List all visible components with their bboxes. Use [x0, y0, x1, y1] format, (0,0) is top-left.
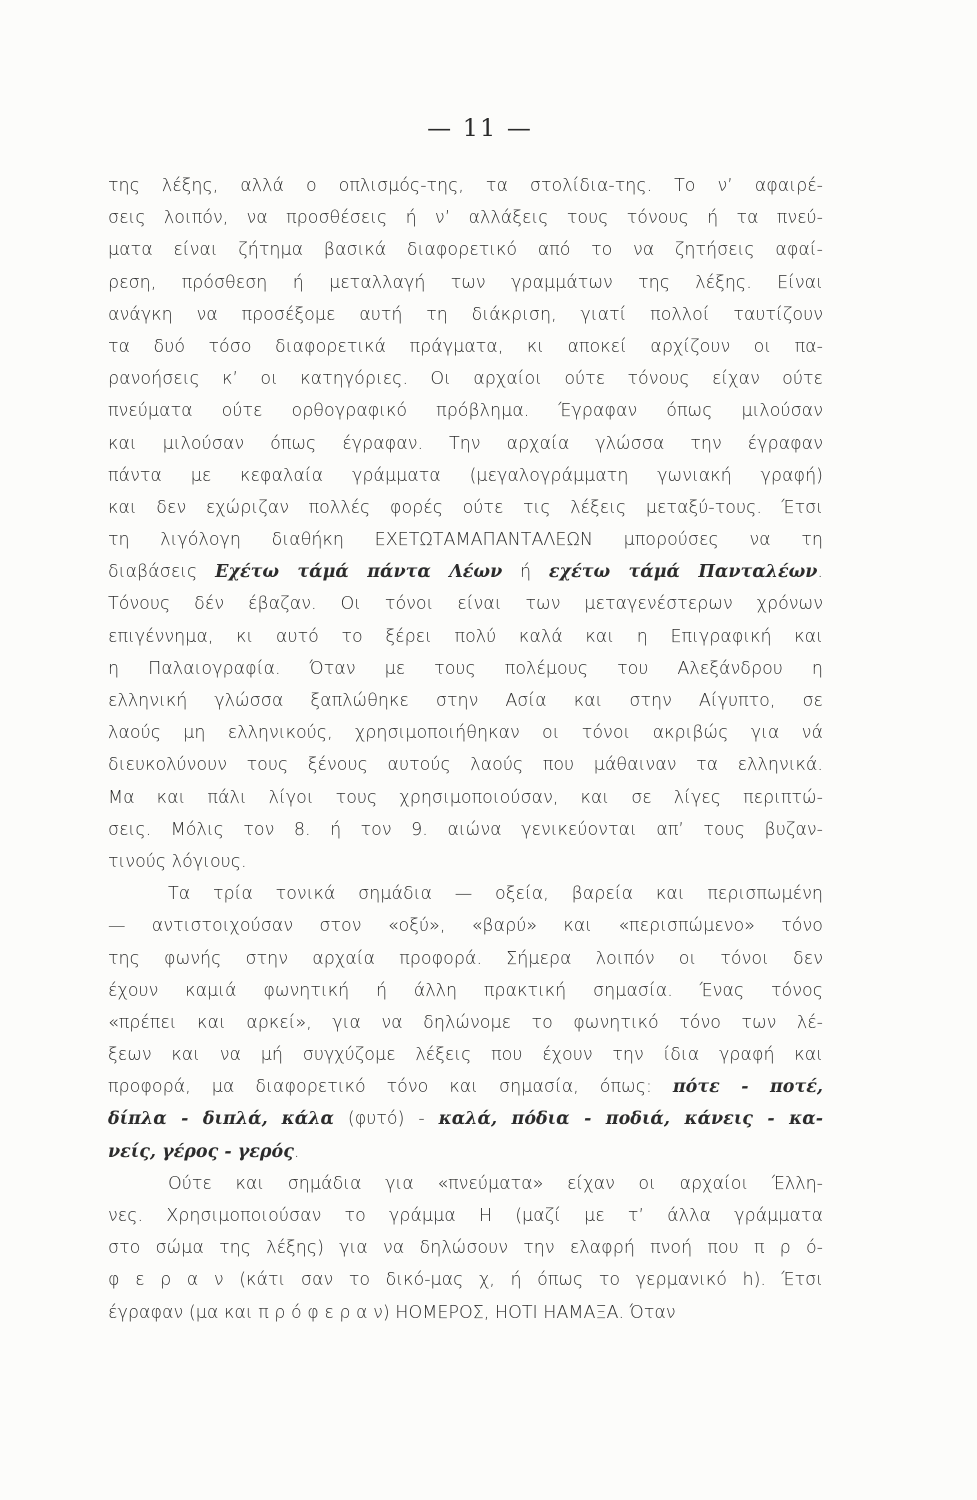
- line-text: «πρέπει και αρκεί», για να δηλώνομε το φωνητικό τόνο των λέ-: [108, 1012, 823, 1033]
- line-text: — αντιστοιχούσαν στον «οξύ», «βαρύ» και «περισπώμενο» τόνο: [108, 916, 823, 937]
- text-line: [108, 878, 823, 910]
- line-text: Μα και πάλι λίγοι τους χρησιμοποιούσαν, και σε λίγες περιπτώ-: [108, 787, 823, 808]
- body-text: [108, 170, 823, 1329]
- line-text: πνεύματα ούτε ορθογραφικό πρόβλημα. Έγραφαν όπως μιλούσαν: [108, 401, 823, 422]
- text-line: [108, 428, 823, 460]
- line-text: και δεν εχώριζαν πολλές φορές ούτε τις λέξεις μεταξύ-τους. Έτσι: [108, 497, 823, 518]
- line-text: ελληνική γλώσσα ξαπλώθηκε στην Ασία και στην Αίγυπτο, σε: [108, 691, 823, 711]
- text-line: [108, 749, 823, 781]
- text-line: [108, 556, 823, 588]
- text-line: [108, 267, 823, 299]
- line-text: [268, 1109, 282, 1129]
- text-line: [108, 1007, 823, 1039]
- text-line: [108, 1200, 823, 1232]
- text-line: [108, 234, 823, 266]
- emphasized-text: νείς, γέρος - γερός: [108, 1141, 294, 1162]
- line-text: ανάγκη να προσέξομε αυτή τη διάκριση, γιατί πολλοί ταυτίζουν: [108, 304, 823, 325]
- text-line: [108, 299, 823, 331]
- text-line: [108, 1103, 823, 1135]
- text-line: [108, 1264, 823, 1296]
- line-text: φ ε ρ α ν (κάτι σαν το δικό-μας χ, ή όπως το γερμανικό h). Έτσι: [108, 1270, 823, 1291]
- text-line: [108, 910, 823, 942]
- text-line: [108, 1071, 823, 1103]
- line-text: προφορά, μα διαφορετικό τόνο και σημασία, όπως:: [108, 1077, 673, 1098]
- line-text: Ούτε και σημάδια για «πνεύματα» είχαν οι αρχαίοι Έλλη-: [168, 1173, 823, 1194]
- emphasized-text: δίπλα - διπλά,: [108, 1109, 268, 1130]
- text-line: [108, 363, 823, 395]
- emphasized-text: Εχέτω τάμά πάντα Λέων: [215, 562, 503, 583]
- line-text: έχουν καμιά φωνητική ή άλλη πρακτική σημασία. Ένας τόνος: [108, 980, 823, 1001]
- line-text: ρεση, πρόσθεση ή μεταλλαγή των γραμμάτων της λέξης. Είναι: [108, 272, 823, 293]
- line-text: διαβάσεις: [108, 562, 216, 583]
- text-line: [108, 621, 823, 653]
- text-line: [108, 653, 823, 685]
- line-text: Τόνους δέν έβαζαν. Οι τόνοι είναι των μεταγενέστερων χρόνων: [108, 594, 823, 615]
- text-line: [108, 1168, 823, 1200]
- text-line: [108, 331, 823, 363]
- line-text: ρανοήσεις κ’ οι κατηγόριες. Οι αρχαίοι ούτε τόνους είχαν ούτε: [108, 369, 823, 390]
- text-line: [108, 1136, 823, 1168]
- line-text: η Παλαιογραφία. Όταν με τους πολέμους του Αλεξάνδρου η: [108, 658, 823, 679]
- line-text: (φυτό) -: [333, 1109, 439, 1130]
- text-line: [108, 814, 823, 846]
- emphasized-text: κάλα: [281, 1109, 334, 1130]
- text-line: [108, 588, 823, 620]
- text-line: [108, 1039, 823, 1071]
- emphasized-text: καλά, πόδια - ποδιά, κάνεις - κα-: [438, 1109, 823, 1130]
- emphasized-text: πότε - ποτέ,: [672, 1077, 823, 1098]
- text-line: [108, 1232, 823, 1264]
- text-line: [108, 202, 823, 234]
- text-line: [108, 943, 823, 975]
- text-line: [108, 170, 823, 202]
- line-text: τα δυό τόσο διαφορετικά πράγματα, κι αποκεί αρχίζουν οι πα-: [108, 336, 823, 357]
- line-text: σεις λοιπόν, να προσθέσεις ή ν’ αλλάξεις τους τόνους ή τα πνεύ-: [108, 208, 823, 229]
- text-line: [108, 395, 823, 427]
- text-line: [108, 846, 823, 878]
- emphasized-text: εχέτω τάμά Πανταλέων: [548, 562, 818, 583]
- line-text: πάντα με κεφαλαία γράμματα (μεγαλογράμματη γωνιακή γραφή): [108, 465, 823, 486]
- text-line: [108, 1297, 823, 1329]
- line-text: της λέξης, αλλά ο οπλισμός-της, τα στολίδια-της. Το ν’ αφαιρέ-: [108, 176, 823, 196]
- line-text: έγραφαν (μα και π ρ ό φ ε ρ α ν) ΗΟΜΕΡΟΣ, ΗΟΤΙ ΗΑΜΑΞΑ. Όταν: [108, 1302, 676, 1323]
- line-text: ξεων και να μή συγχύζομε λέξεις που έχουν την ίδια γραφή και: [108, 1045, 823, 1066]
- line-text: διευκολύνουν τους ξένους αυτούς λαούς που μάθαιναν τα ελληνικά.: [108, 755, 823, 776]
- text-line: [108, 685, 823, 717]
- line-text: ματα είναι ζήτημα βασικά διαφορετικό από το να ζητήσεις αφαί-: [108, 240, 823, 261]
- text-line: [108, 524, 823, 556]
- line-text: νες. Χρησιμοποιούσαν το γράμμα Η (μαζί με τ’ άλλα γράμματα: [108, 1206, 823, 1226]
- page-number: — 11 —: [427, 114, 533, 142]
- line-text: λαούς μη ελληνικούς, χρησιμοποιήθηκαν οι τόνοι ακριβώς για νά: [108, 723, 823, 744]
- line-text: Τα τρία τονικά σημάδια — οξεία, βαρεία και περισπωμένη: [168, 884, 823, 905]
- text-line: [108, 460, 823, 492]
- line-text: τη λιγόλογη διαθήκη ΕΧΕΤΩΤΑΜΑΠΑΝΤΑΛΕΩΝ μπορούσες να τη: [108, 530, 823, 551]
- line-text: στο σώμα της λέξης) για να δηλώσουν την ελαφρή πνοή που π ρ ό-: [108, 1238, 823, 1259]
- line-text: ή: [502, 562, 549, 583]
- text-line: [108, 717, 823, 749]
- line-text: επιγέννημα, κι αυτό το ξέρει πολύ καλά και η Επιγραφική και: [108, 626, 823, 647]
- text-line: [108, 975, 823, 1007]
- line-text: σεις. Μόλις τον 8. ή τον 9. αιώνα γενικεύονται απ’ τους βυζαν-: [108, 819, 823, 840]
- line-text: .: [817, 562, 823, 583]
- line-text: .: [293, 1141, 300, 1162]
- text-line: [108, 782, 823, 814]
- text-line: [108, 492, 823, 524]
- line-text: της φωνής στην αρχαία προφορά. Σήμερα λοιπόν οι τόνοι δεν: [108, 948, 823, 969]
- line-text: τινούς λόγιους.: [108, 851, 247, 872]
- line-text: και μιλούσαν όπως έγραφαν. Την αρχαία γλώσσα την έγραφαν: [108, 433, 823, 454]
